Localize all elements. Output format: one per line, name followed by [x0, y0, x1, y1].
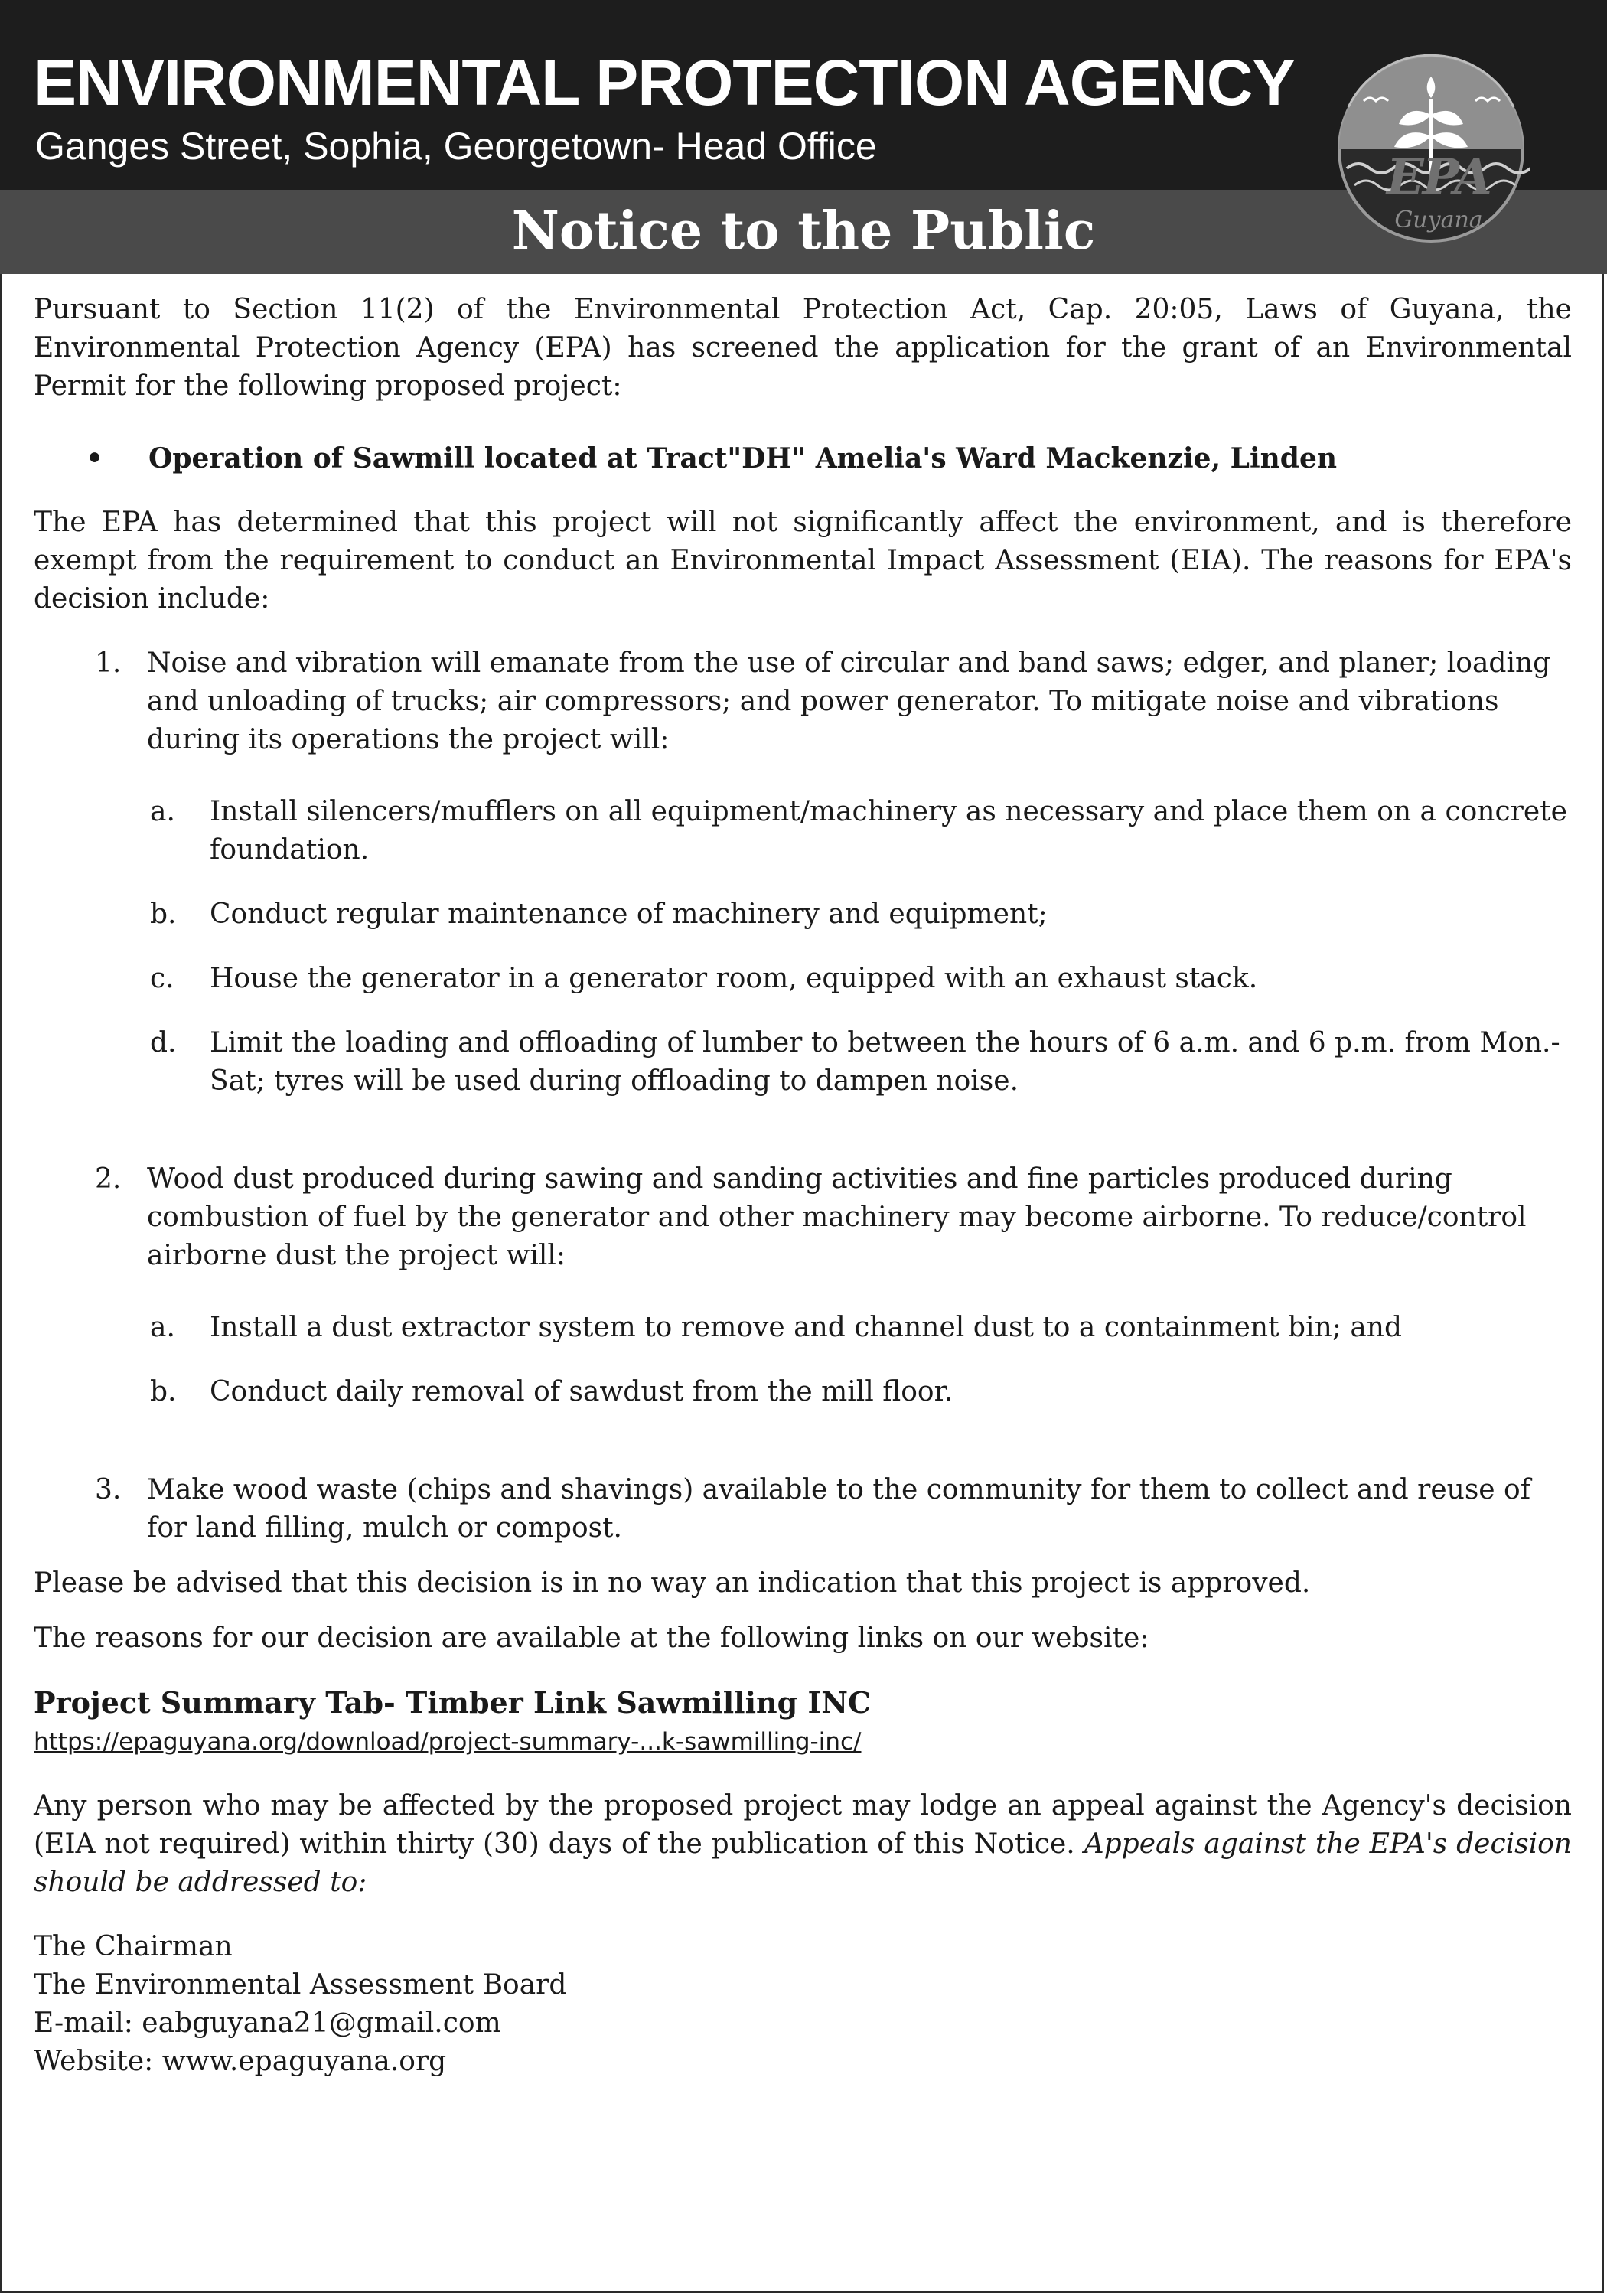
intro-paragraph: Pursuant to Section 11(2) of the Environmental Protection Act, Cap. 20:05, Laws of Guyana, the Environmental Protection Agency (EPA) has screened the application for the grant of an Environmental Permit for the following proposed project: [34, 294, 1572, 402]
reason-item [34, 644, 1572, 759]
contact-chairman: The Chairman [34, 1931, 233, 1962]
advisory-paragraph: Please be advised that this decision is in no way an indication that this project is approved. [34, 1567, 1311, 1599]
sub-item [34, 895, 1572, 934]
links-intro: The reasons for our decision are available at the following links on our website: [34, 1623, 1149, 1654]
reason-text: Noise and vibration will emanate from the use of circular and band saws; edger, and planer; loading and unloading of trucks; air compressors; and power generator. To mitigate noise and vibrations during its operations the project will: [147, 647, 1551, 755]
appeal-paragraph [34, 1787, 1572, 1902]
bullet-icon: • [86, 442, 104, 475]
sub-label: a. [150, 796, 175, 827]
sub-item [34, 1024, 1572, 1101]
appeal-text: Any person who may be affected by the proposed project may lodge an appeal against the Agency's decision (EIA not required) within thirty (30) days of the publication of this Notice. [34, 1790, 1572, 1860]
notice-body [34, 291, 1572, 2081]
sub-text: Install silencers/mufflers on all equipment/machinery as necessary and place them on a concrete foundation. [210, 796, 1567, 866]
reason-item [34, 1471, 1572, 1548]
agency-address: Ganges Street, Sophia, Georgetown- Head Office [35, 125, 877, 168]
reason-text: Make wood waste (chips and shavings) available to the community for them to collect and reuse of for land filling, mulch or compost. [147, 1474, 1531, 1544]
sub-label: b. [150, 1376, 177, 1407]
sub-item [34, 1309, 1572, 1347]
sub-label: a. [150, 1312, 175, 1343]
reason-number: 2. [95, 1163, 122, 1195]
sub-text: Install a dust extractor system to remove and channel dust to a containment bin; and [210, 1312, 1403, 1343]
sub-label: d. [150, 1027, 177, 1058]
reason-item [34, 1160, 1572, 1275]
project-summary-link[interactable]: https://epaguyana.org/download/project-summary-...k-sawmilling-inc/ [34, 1728, 862, 1756]
determination-paragraph: The EPA has determined that this project will not significantly affect the environment, and is therefore exempt from the requirement to conduct an Environmental Impact Assessment (EIA). The reasons for EPA's decision include: [34, 507, 1572, 615]
project-summary-title: Project Summary Tab- Timber Link Sawmilling INC [34, 1685, 872, 1720]
reason-text: Wood dust produced during sawing and sanding activities and fine particles produced during combustion of fuel by the generator and other machinery may become airborne. To reduce/control airborne dust the project will: [147, 1163, 1527, 1271]
reason-number: 1. [95, 647, 122, 679]
sub-text: Conduct regular maintenance of machinery and equipment; [210, 899, 1048, 930]
sub-item [34, 793, 1572, 869]
sub-item [34, 960, 1572, 998]
sub-item [34, 1373, 1572, 1411]
sub-text: Conduct daily removal of sawdust from the mill floor. [210, 1376, 953, 1407]
reason-number: 3. [95, 1474, 122, 1505]
contact-email: E-mail: eabguyana21@gmail.com [34, 2007, 501, 2039]
sub-label: c. [150, 963, 174, 994]
project-name: Operation of Sawmill located at Tract"DH" Amelia's Ward Mackenzie, Linden [148, 442, 1338, 475]
sub-label: b. [150, 899, 177, 930]
agency-name: ENVIRONMENTAL PROTECTION AGENCY [34, 47, 1295, 119]
sub-text: House the generator in a generator room, equipped with an exhaust stack. [210, 963, 1258, 994]
notice-title: Notice to the Public [511, 201, 1096, 262]
logo-text: EPA [1387, 148, 1491, 206]
sub-text: Limit the loading and offloading of lumber to between the hours of 6 a.m. and 6 p.m. from Mon.-Sat; tyres will be used during offloading to dampen noise. [210, 1027, 1560, 1097]
appeal-address-note: Appeals against the EPA's decision should be addressed to: [34, 1828, 1572, 1898]
contact-website: Website: www.epaguyana.org [34, 2046, 447, 2077]
project-bullet [34, 439, 1572, 478]
contact-board: The Environmental Assessment Board [34, 1969, 567, 2001]
logo-subtext: Guyana [1394, 207, 1483, 233]
